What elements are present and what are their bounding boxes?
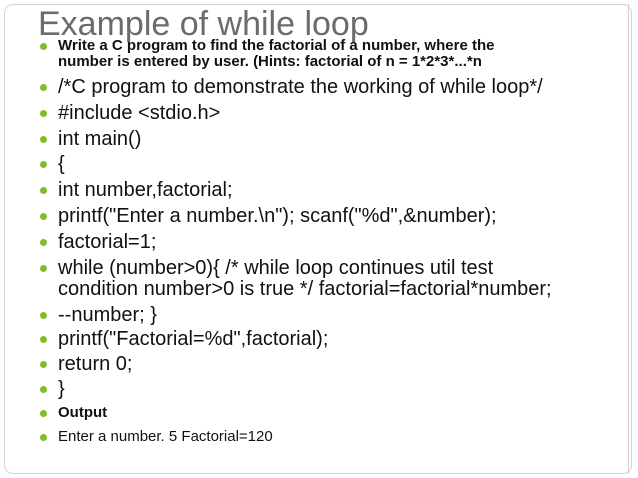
code-declare: int number,factorial; [58,179,233,201]
bullet-icon [40,312,47,319]
bullet-icon [40,161,47,168]
bullet-icon [40,336,47,343]
bullet-icon [40,84,47,91]
code-open-brace: { [58,153,65,175]
code-while-line-2: condition number>0 is true */ factorial=factorial*number; [58,278,552,300]
bullet-icon [40,43,47,50]
bullet-icon [40,136,47,143]
code-close-brace: } [58,378,65,400]
bullet-icon [40,265,47,272]
task-line-2: number is entered by user. (Hints: factorial of n = 1*2*3*...*n [58,53,482,70]
code-comment: /*C program to demonstrate the working of while loop*/ [58,76,543,98]
code-init: factorial=1; [58,231,157,253]
code-input: printf("Enter a number.\n"); scanf("%d",&number); [58,205,497,227]
code-print: printf("Factorial=%d",factorial); [58,328,329,350]
bullet-icon [40,434,47,441]
code-main: int main() [58,128,142,150]
slide-title: Example of while loop [38,5,369,43]
bullet-icon [40,410,47,417]
code-return: return 0; [58,353,133,375]
bullet-icon [40,386,47,393]
code-while-line-1: while (number>0){ /* while loop continues util test [58,257,494,279]
bullet-icon [40,361,47,368]
bullet-icon [40,187,47,194]
code-decrement: --number; } [58,304,157,326]
bullet-icon [40,110,47,117]
output-heading: Output [58,404,108,421]
bullet-icon [40,213,47,220]
bullet-icon [40,239,47,246]
task-line-1: Write a C program to find the factorial of a number, where the [58,37,495,54]
output-value: Enter a number. 5 Factorial=120 [58,428,273,445]
code-include: #include <stdio.h> [58,102,221,124]
